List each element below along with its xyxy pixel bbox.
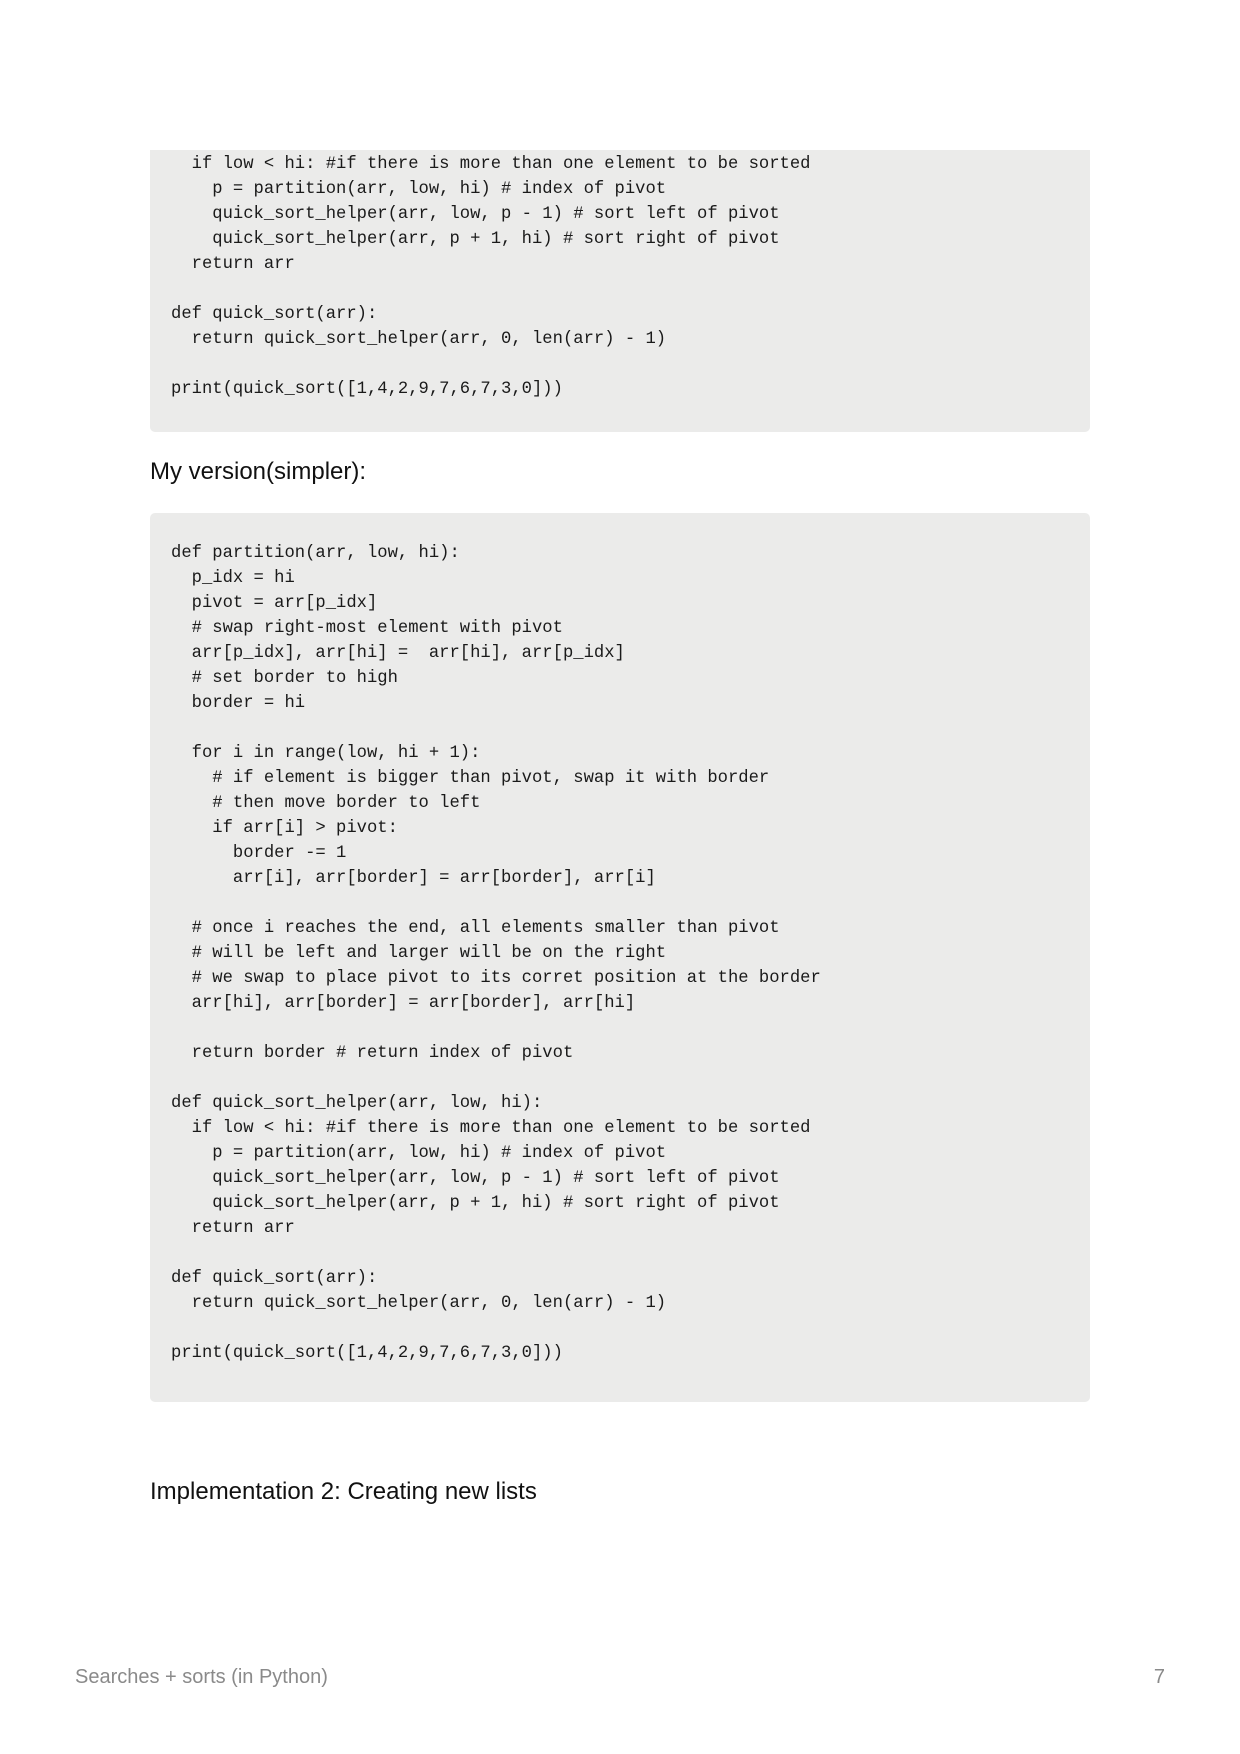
code-block-quick-sort-continued bbox=[150, 150, 1090, 432]
section-heading-my-version: My version(simpler): bbox=[150, 458, 367, 485]
code-text: def partition(arr, low, hi): p_idx = hi pivot = arr[p_idx] # swap right-most element with pivot arr[p_idx], arr[hi] = arr[hi], arr[p_idx] # set border to high border = hi for i in range(low, hi + 1): # if element is bigger than pivot, swap it with border # then move border to left if arr[i] > pivot: border -= 1 arr[i], arr[border] = arr[border], arr[i] # once i reaches the end, all elements smaller than pivot # will be left and larger will be on the right # we swap to place pivot to its corret position at the border arr[hi], arr[border] = arr[border], arr[hi] return border # return index of pivot def quick_sort_helper(arr, low, hi): if low < hi: #if there is more than one element to be sorted p = partition(arr, low, hi) # index of pivot quick_sort_helper(arr, low, p - 1) # sort left of pivot quick_sort_helper(arr, p + 1, hi) # sort right of pivot return arr def quick_sort(arr): return quick_sort_helper(arr, 0, len(arr) - 1) print(quick_sort([1,4,2,9,7,6,7,3,0])) bbox=[171, 544, 821, 1363]
code-text: if low < hi: #if there is more than one element to be sorted p = partition(arr, low, hi) # index of pivot quick_sort_helper(arr, low, p - 1) # sort left of pivot quick_sort_helper(arr, p + 1, hi) # sort right of pivot return arr def quick_sort(arr): return quick_sort_helper(arr, 0, len(arr) - 1) print(quick_sort([1,4,2,9,7,6,7,3,0])) bbox=[171, 155, 811, 399]
footer-document-title: Searches + sorts (in Python) bbox=[75, 1666, 328, 1688]
section-heading-implementation-2: Implementation 2: Creating new lists bbox=[150, 1478, 537, 1505]
footer-page-number: 7 bbox=[1153, 1666, 1165, 1688]
code-block-my-version bbox=[150, 513, 1090, 1402]
